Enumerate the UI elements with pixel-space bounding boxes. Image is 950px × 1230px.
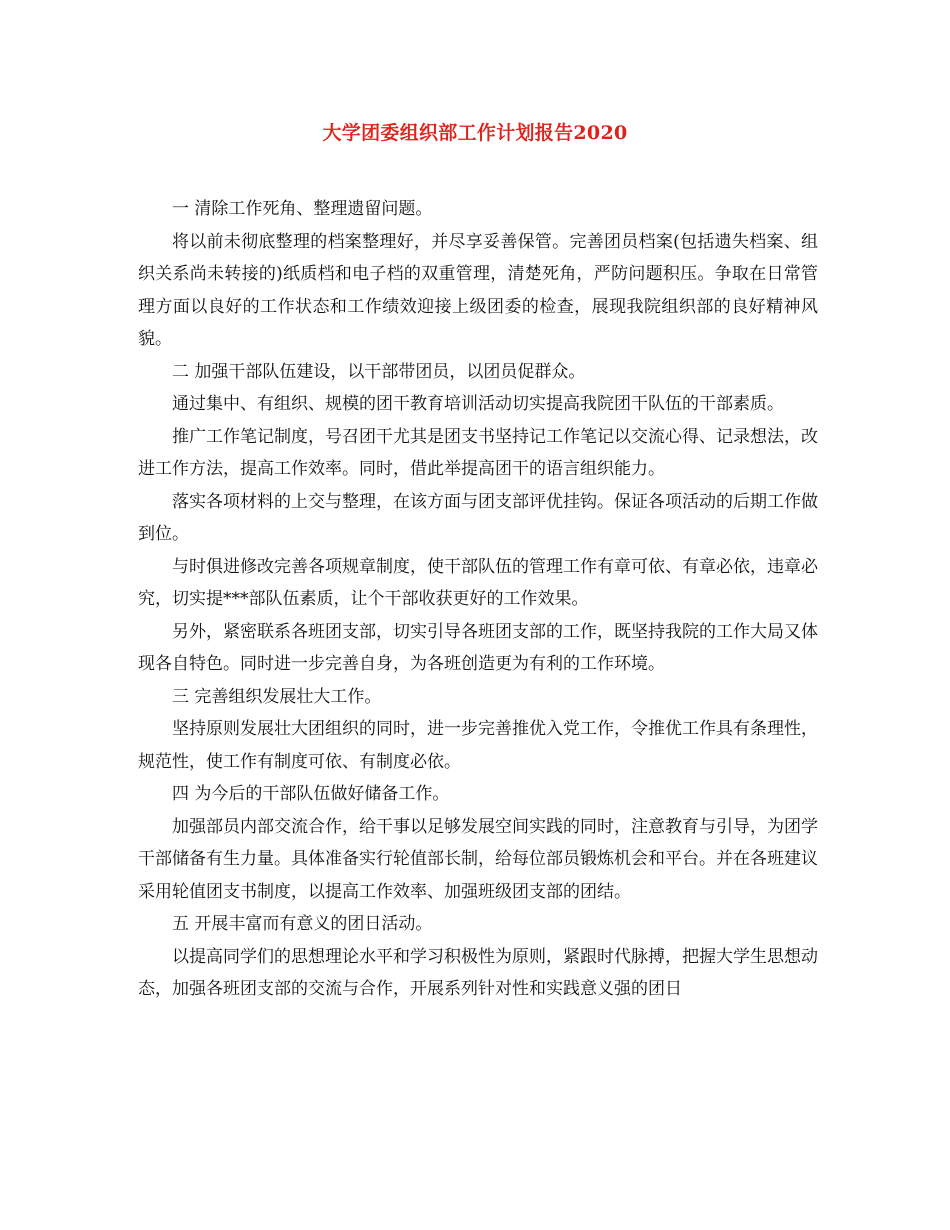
body-paragraph: 落实各项材料的上交与整理，在该方面与团支部评优挂钩。保证各项活动的后期工作做到位。: [138, 491, 818, 544]
document-body: [138, 193, 818, 1006]
document-title: 大学团委组织部工作计划报告2020: [322, 122, 628, 144]
body-paragraph: 加强部员内部交流合作，给干事以足够发展空间实践的同时，注意教育与引导，为团学干部储备有生力量。具体准备实行轮值部长制，给每位部员锻炼机会和平台。并在各班建议采用轮值团支书制度，以提高工作效率、加强班级团支部的团结。: [138, 816, 818, 902]
body-paragraph: 推广工作笔记制度，号召团干尤其是团支书坚持记工作笔记以交流心得、记录想法，改进工作方法，提高工作效率。同时，借此举提高团干的语言组织能力。: [138, 426, 818, 479]
section-heading-1: 一 清除工作死角、整理遗留问题。: [172, 199, 433, 219]
body-paragraph: 将以前未彻底整理的档案整理好，并尽享妥善保管。完善团员档案(包括遗失档案、组织关系尚未转接的)纸质档和电子档的双重管理，清楚死角，严防问题积压。争取在日常管理方面以良好的工作状态和工作绩效迎接上级团委的检查，展现我院组织部的良好精神风貌。: [138, 231, 818, 349]
body-paragraph: 通过集中、有组织、规模的团干教育培训活动切实提高我院团干队伍的干部素质。: [172, 394, 784, 414]
section-heading-5: 五 开展丰富而有意义的团日活动。: [172, 914, 433, 934]
body-paragraph: 与时俱进修改完善各项规章制度，使干部队伍的管理工作有章可依、有章必依，违章必究，切实提***部队伍素质，让个干部收获更好的工作效果。: [138, 556, 818, 609]
section-heading-3: 三 完善组织发展壮大工作。: [172, 686, 382, 707]
section-heading-2: 二 加强干部队伍建设，以干部带团员，以团员促群众。: [172, 361, 586, 382]
section-heading-4: 四 为今后的干部队伍做好储备工作。: [172, 784, 450, 804]
body-paragraph: 坚持原则发展壮大团组织的同时，进一步完善推优入党工作，令推优工作具有条理性，规范性，使工作有制度可依、有制度必依。: [138, 719, 818, 772]
body-paragraph: 另外，紧密联系各班团支部，切实引导各班团支部的工作，既坚持我院的工作大局又体现各自特色。同时进一步完善自身，为各班创造更为有利的工作环境。: [138, 621, 818, 674]
body-paragraph: 以提高同学们的思想理论水平和学习积极性为原则，紧跟时代脉搏，把握大学生思想动态，加强各班团支部的交流与合作，开展系列针对性和实践意义强的团日: [138, 946, 818, 999]
